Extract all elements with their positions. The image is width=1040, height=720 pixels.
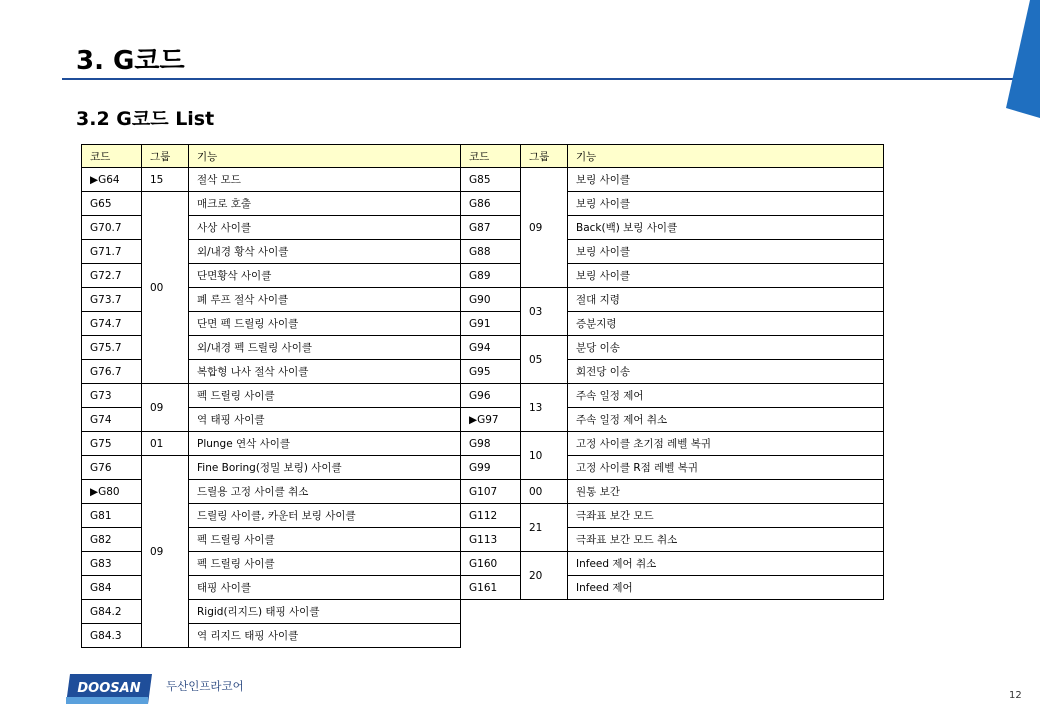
table-row (82, 408, 461, 432)
function-cell: 고정 사이클 초기점 레벨 복귀 (568, 432, 884, 456)
function-cell: Infeed 제어 취소 (568, 552, 884, 576)
function-cell: 외/내경 펙 드릴링 사이클 (189, 336, 461, 360)
function-cell: 단면 펙 드릴링 사이클 (189, 312, 461, 336)
code-cell: G89 (461, 264, 521, 288)
code-cell: G74 (82, 408, 142, 432)
code-cell: G75.7 (82, 336, 142, 360)
function-cell: 단면황삭 사이클 (189, 264, 461, 288)
function-cell: Back(백) 보링 사이클 (568, 216, 884, 240)
group-cell: 10 (521, 432, 568, 480)
function-cell: Fine Boring(정밀 보링) 사이클 (189, 456, 461, 480)
code-cell: G86 (461, 192, 521, 216)
code-cell: G81 (82, 504, 142, 528)
function-cell: 복합형 나사 절삭 사이클 (189, 360, 461, 384)
title-divider (62, 78, 1040, 80)
function-cell: 절대 지령 (568, 288, 884, 312)
table-row (82, 360, 461, 384)
section-subtitle: 3.2 G코드 List (76, 108, 215, 130)
company-name: 두산인프라코어 (166, 679, 244, 693)
header-function: 기능 (189, 145, 461, 168)
table-row (82, 456, 461, 480)
function-cell: 역 리지드 태핑 사이클 (189, 624, 461, 648)
code-cell: G160 (461, 552, 521, 576)
gcode-table-right (460, 144, 884, 600)
code-cell: G94 (461, 336, 521, 360)
function-cell: 펙 드릴링 사이클 (189, 552, 461, 576)
table-row (82, 384, 461, 408)
function-cell: 극좌표 보간 모드 (568, 504, 884, 528)
group-cell: 09 (521, 168, 568, 288)
table-row (461, 480, 884, 504)
page-number: 12 (1009, 690, 1022, 701)
group-cell: 03 (521, 288, 568, 336)
table-row (461, 336, 884, 360)
code-cell: G76.7 (82, 360, 142, 384)
code-cell: G161 (461, 576, 521, 600)
function-cell: 드릴용 고정 사이클 취소 (189, 480, 461, 504)
function-cell: 보링 사이클 (568, 240, 884, 264)
code-cell: G99 (461, 456, 521, 480)
group-cell: 01 (142, 432, 189, 456)
table-header-row (82, 145, 461, 168)
doosan-logo (66, 672, 152, 706)
table-header-row (461, 145, 884, 168)
function-cell: 고정 사이클 R점 레벨 복귀 (568, 456, 884, 480)
function-cell: 보링 사이클 (568, 264, 884, 288)
group-cell: 00 (142, 192, 189, 384)
function-cell: 펙 드릴링 사이클 (189, 384, 461, 408)
code-cell: G88 (461, 240, 521, 264)
table-row (461, 384, 884, 408)
table-row (82, 528, 461, 552)
group-cell: 20 (521, 552, 568, 600)
code-cell: G84.2 (82, 600, 142, 624)
table-row (82, 552, 461, 576)
function-cell: Plunge 연삭 사이클 (189, 432, 461, 456)
function-cell: 보링 사이클 (568, 168, 884, 192)
group-cell: 05 (521, 336, 568, 384)
code-cell: ▶G97 (461, 408, 521, 432)
code-cell: G96 (461, 384, 521, 408)
function-cell: 절삭 모드 (189, 168, 461, 192)
code-cell: G76 (82, 456, 142, 480)
function-cell: 역 태핑 사이클 (189, 408, 461, 432)
group-cell: 21 (521, 504, 568, 552)
code-cell: G73.7 (82, 288, 142, 312)
group-cell: 00 (521, 480, 568, 504)
gcode-table-left (81, 144, 461, 648)
table-row (82, 216, 461, 240)
table-row (82, 624, 461, 648)
function-cell: 사상 사이클 (189, 216, 461, 240)
table-row (461, 168, 884, 192)
code-cell: G98 (461, 432, 521, 456)
code-cell: G91 (461, 312, 521, 336)
header-code: 코드 (461, 145, 521, 168)
function-cell: 원통 보간 (568, 480, 884, 504)
table-row (461, 288, 884, 312)
table-row (82, 288, 461, 312)
table-row (461, 504, 884, 528)
code-cell: ▶G64 (82, 168, 142, 192)
table-row (82, 576, 461, 600)
group-cell: 09 (142, 384, 189, 432)
table-row (82, 336, 461, 360)
code-cell: G72.7 (82, 264, 142, 288)
function-cell: 드릴링 사이클, 카운터 보링 사이클 (189, 504, 461, 528)
table-row (82, 432, 461, 456)
function-cell: 펙 드릴링 사이클 (189, 528, 461, 552)
table-row (461, 432, 884, 456)
function-cell: 회전당 이송 (568, 360, 884, 384)
code-cell: G112 (461, 504, 521, 528)
code-cell: G107 (461, 480, 521, 504)
header-code: 코드 (82, 145, 142, 168)
code-cell: G71.7 (82, 240, 142, 264)
function-cell: 폐 루프 절삭 사이클 (189, 288, 461, 312)
code-cell: G84.3 (82, 624, 142, 648)
table-row (82, 264, 461, 288)
table-row (82, 240, 461, 264)
header-function: 기능 (568, 145, 884, 168)
code-cell: G87 (461, 216, 521, 240)
code-cell: G83 (82, 552, 142, 576)
function-cell: 매크로 호출 (189, 192, 461, 216)
code-cell: G90 (461, 288, 521, 312)
table-row (82, 504, 461, 528)
function-cell: 보링 사이클 (568, 192, 884, 216)
code-cell: G70.7 (82, 216, 142, 240)
function-cell: 증분지령 (568, 312, 884, 336)
page-title: 3. G코드 (76, 46, 185, 76)
function-cell: Infeed 제어 (568, 576, 884, 600)
code-cell: G113 (461, 528, 521, 552)
group-cell: 09 (142, 456, 189, 648)
table-row (82, 168, 461, 192)
group-cell: 13 (521, 384, 568, 432)
function-cell: 주속 일정 제어 취소 (568, 408, 884, 432)
table-row (461, 552, 884, 576)
code-cell: G95 (461, 360, 521, 384)
function-cell: 태핑 사이클 (189, 576, 461, 600)
header-group: 그룹 (521, 145, 568, 168)
group-cell: 15 (142, 168, 189, 192)
code-cell: G74.7 (82, 312, 142, 336)
code-cell: G73 (82, 384, 142, 408)
function-cell: 극좌표 보간 모드 취소 (568, 528, 884, 552)
code-cell: G82 (82, 528, 142, 552)
function-cell: 분당 이송 (568, 336, 884, 360)
corner-accent-shape (1000, 0, 1040, 118)
table-row (82, 480, 461, 504)
table-row (82, 192, 461, 216)
table-row (82, 600, 461, 624)
function-cell: 외/내경 황삭 사이클 (189, 240, 461, 264)
code-cell: G84 (82, 576, 142, 600)
table-row (82, 312, 461, 336)
code-cell: ▶G80 (82, 480, 142, 504)
code-cell: G75 (82, 432, 142, 456)
logo-text: DOOSAN (77, 681, 141, 696)
code-cell: G65 (82, 192, 142, 216)
code-cell: G85 (461, 168, 521, 192)
function-cell: Rigid(리지드) 태핑 사이클 (189, 600, 461, 624)
header-group: 그룹 (142, 145, 189, 168)
function-cell: 주속 일정 제어 (568, 384, 884, 408)
